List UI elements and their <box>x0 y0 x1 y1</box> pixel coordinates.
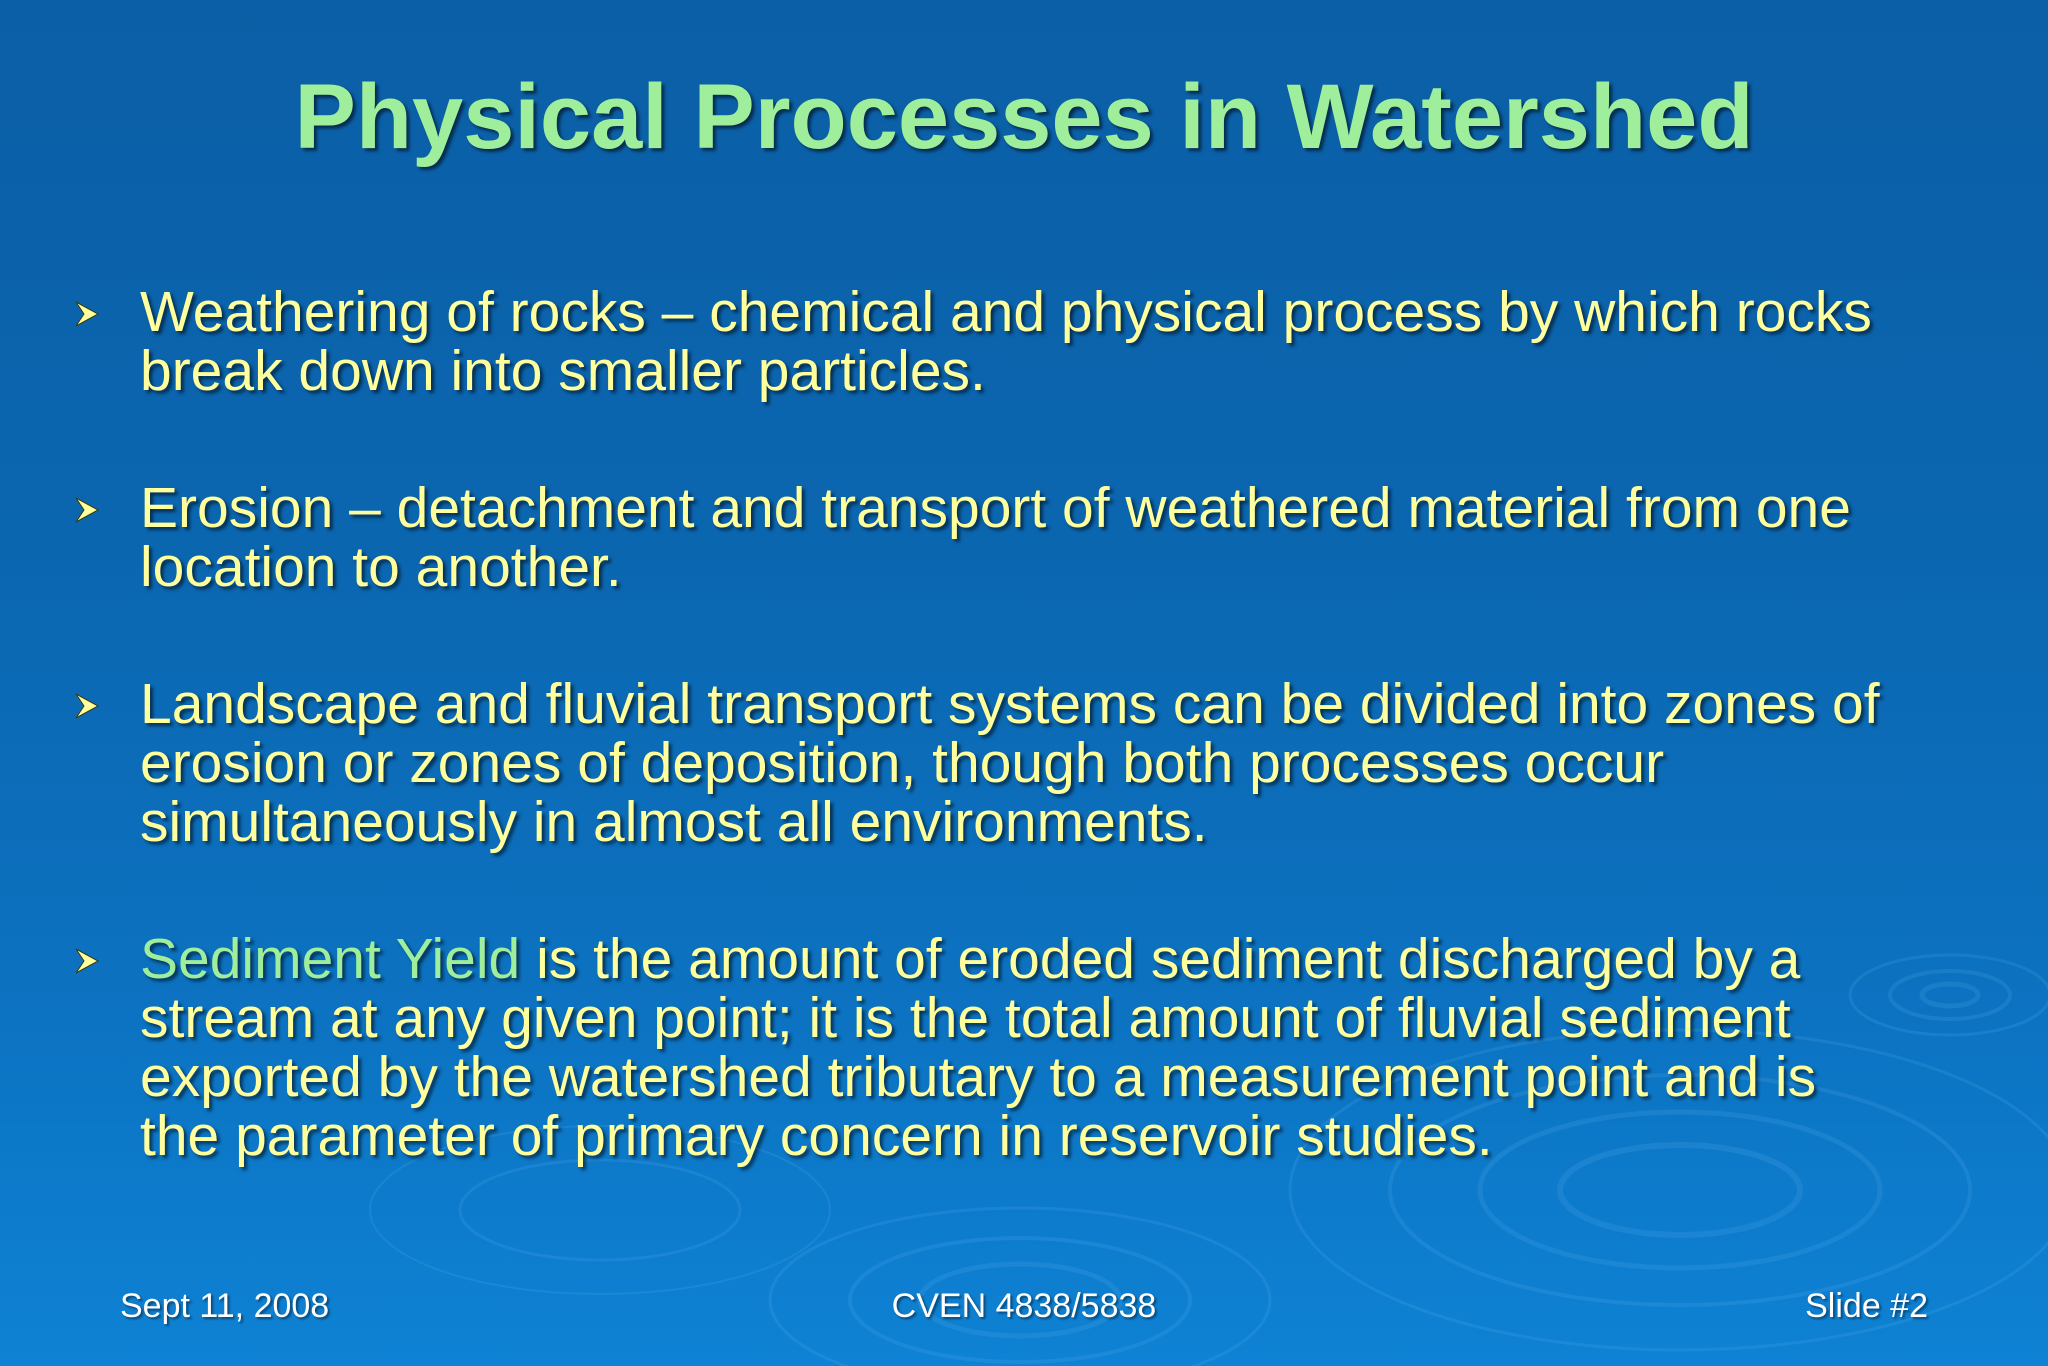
slide-title: Physical Processes in Watershed <box>294 66 1754 168</box>
chevron-right-icon <box>72 691 102 721</box>
bullet-text <box>140 927 2048 1168</box>
chevron-right-icon <box>72 299 102 329</box>
footer-course: CVEN 4838/5838 <box>891 1287 1157 1325</box>
bullet-line: the parameter of primary concern in reservoir studies. <box>140 1104 1493 1168</box>
bullet-line: erosion or zones of deposition, though both processes occur <box>140 731 1665 795</box>
bullet-line: Weathering of rocks – chemical and physical process by which rocks <box>140 280 1872 344</box>
bullet-line: exported by the watershed tributary to a measurement point and is <box>140 1045 1817 1109</box>
highlighted-term: Sediment Yield <box>140 927 521 991</box>
bullet-line: Landscape and fluvial transport systems can be divided into zones of <box>140 672 1880 736</box>
bullet-text <box>140 476 2048 599</box>
bullet-line: stream at any given point; it is the total amount of fluvial sediment <box>140 986 1791 1050</box>
footer-slide-number: Slide #2 <box>1805 1287 1928 1325</box>
bullet-line: Erosion – detachment and transport of weathered material from one <box>140 476 1851 540</box>
bullet-text <box>140 672 2048 854</box>
bullet-line: is the amount of eroded sediment discharged by a <box>520 927 1801 991</box>
bullet-line: location to another. <box>140 535 622 599</box>
bullet-line: simultaneously in almost all environments. <box>140 790 1208 854</box>
chevron-right-icon <box>72 495 102 525</box>
bullet-text <box>140 280 2048 403</box>
chevron-right-icon <box>72 946 102 976</box>
footer-date: Sept 11, 2008 <box>120 1287 330 1325</box>
bullet-line: break down into smaller particles. <box>140 339 986 403</box>
